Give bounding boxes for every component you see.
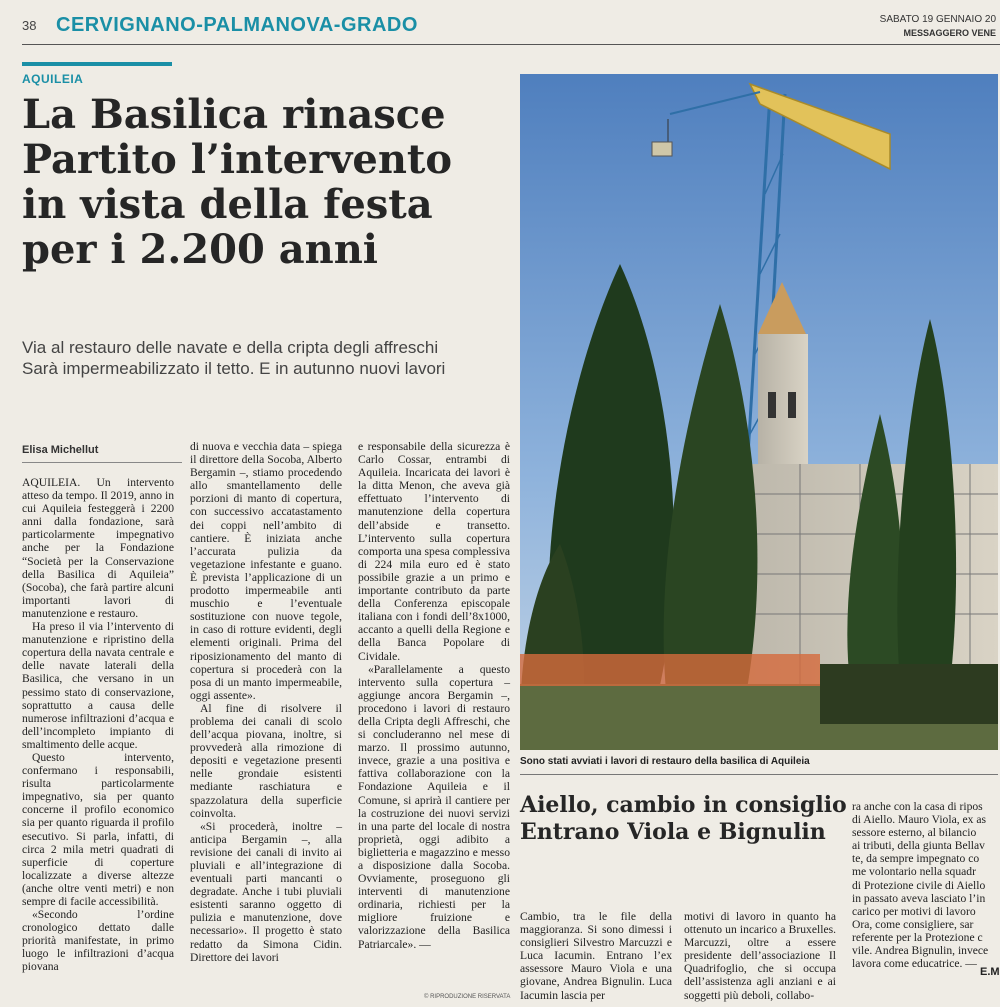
article-headline <box>22 92 512 272</box>
second-article-column-1: Cambio, tra le file della maggioranza. Si sono dimessi i consiglieri Silvestro Marcuzzi e Luca Iacumin. Entrano l’ex assessore Mauro Viola e una giovane, Andrea Bignulin. Luca Iacumin lascia per <box>520 910 672 1002</box>
paragraph: e responsabile della sicurezza è Carlo Cossar, entrambi di Aquileia. Incaricata dei lavori è la ditta Menon, che aveva già effettuato l’intervento di manutenzione della copertura dell’abside e transetto. L’intervento sulla copertura comporta una spesa complessiva di 224 mila euro ed è stato possibile grazie a un primo e importante contributo da parte della Conferenza episcopale italiana con i fondi dell’8x1000, accanto a quelli della Regione e della Banca Popolare di Cividale. <box>358 440 510 663</box>
headline-line: Entrano Viola e Bignulin <box>520 819 826 845</box>
text-line: vile. Andrea Bignulin, invece <box>852 944 989 958</box>
paragraph: «Secondo l’ordine cronologico dettato dalle priorità manifestate, in primo luogo le infiltrazioni d’acqua piovana <box>22 908 174 974</box>
article-column-3 <box>358 440 510 951</box>
headline-line: La Basilica rinasce <box>22 91 446 138</box>
basilica-photo <box>520 74 998 750</box>
text-line: ra anche con la casa di ripos <box>852 800 983 813</box>
photo-caption: Sono stati avviati i lavori di restauro della basilica di Aquileia <box>520 756 810 767</box>
kicker-accent-bar <box>22 62 172 66</box>
caption-rule <box>520 774 998 775</box>
text-line: referente per la Protezione c <box>852 930 983 944</box>
text-line: in passato aveva lasciato l’in <box>852 891 986 905</box>
byline-rule <box>22 462 182 463</box>
page-number: 38 <box>22 18 37 33</box>
headline-line: Partito l’intervento <box>22 136 453 183</box>
article-kicker: AQUILEIA <box>22 72 84 86</box>
headline-line: per i 2.200 anni <box>22 226 378 273</box>
text-line: lavora come educatrice. — <box>852 957 977 971</box>
paragraph: AQUILEIA. Un intervento atteso da tempo. Il 2019, anno in cui Aquileia festeggerà i 2200 anni dalla fondazione, sarà particolarmente impegnativo anche per la Fondazione “Società per la Conservazione della Basilica di Aquileia” (Socoba), che farà partire alcuni importanti lavori di manutenzione e restauro. <box>22 476 174 620</box>
subhead-line: Via al restauro delle navate e della cripta degli affreschi <box>22 338 439 357</box>
paragraph: Questo intervento, confermano i responsabili, risulta particolarmente impegnativo, sia per quanto concerne il profilo economico sia per quanto riguarda il profilo esecutivo. Si parla, infatti, di circa 2 mila metri quadrati di superficie di coperture localizzate a diverse altezze (anche oltre venti metri) e non sempre di facile accessibilità. <box>22 750 174 908</box>
second-article-column-2: motivi di lavoro in quanto ha ottenuto un incarico a Bruxelles. Marcuzzi, oltre a essere presidente dell’associazione Il Quadrifoglio, che si occupa dell’assistenza agli anziani e ai soggetti più deboli, collabo- <box>684 910 836 1002</box>
paragraph: «Si procederà, inoltre – anticipa Bergamin –, alla revisione dei canali di invito ai pluviali e all’integrazione di eventuali parti mancanti o degradate. Anche i tubi pluviali esistenti saranno oggetto di pulizia e manutenzione, dove necessario». Il progetto è stato redatto da Simona Cidin. Direttore dei lavori <box>190 819 342 964</box>
paragraph: Al fine di risolvere il problema dei canali di scolo dell’acqua piovana, inoltre, si provvederà alla rimozione di depositi e vegetazione presenti nelle grondaie esistenti mediante raschiatura e spazzolatura della superficie coinvolta. <box>190 701 342 820</box>
article-column-1 <box>22 476 174 974</box>
copyright-credit: © RIPRODUZIONE RISERVATA <box>424 994 511 1000</box>
article-subhead <box>22 337 512 379</box>
second-article-column-3 <box>852 800 1000 970</box>
text-line: ai tributi, della giunta Bellav <box>852 839 985 853</box>
text-line: di Aiello. Mauro Viola, ex as <box>852 813 987 827</box>
text-line: di Protezione civile di Aiello <box>852 878 986 892</box>
subhead-line: Sarà impermeabilizzato il tetto. E in autunno nuovi lavori <box>22 359 446 378</box>
publication-name: MESSAGGERO VENE <box>903 28 996 38</box>
text-line: me volontario nella squadr <box>852 865 976 879</box>
second-article-headline <box>520 792 850 846</box>
section-title: CERVIGNANO-PALMANOVA-GRADO <box>56 14 418 36</box>
headline-line: Aiello, cambio in consiglio <box>520 792 847 818</box>
text-line: te, da sempre impegnato co <box>852 852 980 866</box>
issue-date: SABATO 19 GENNAIO 20 <box>879 14 996 25</box>
text-line: carico per motivi di lavoro <box>852 904 976 918</box>
paragraph: «Parallelamente a questo intervento sulla copertura – aggiunge ancora Bergamin –, procedono i lavori di restauro della Cripta degli Affreschi, che si concluderanno nel mese di marzo. Il prossimo autunno, invece, grazie a una positiva e fattiva collaborazione con la Fondazione Aquileia e il Comune, si aprirà il cantiere per la costruzione dei nuovi servizi in una parte del locale di nostra proprietà, oggi adibito a biglietteria e magazzino e messo a disposizione dalla Socoba. Ovviamente, proseguono gli interventi di manutenzione ordinaria, richiesti per la migliore fruizione e valorizzazione della Basilica Patriarcale». — <box>358 662 510 951</box>
paragraph: di nuova e vecchia data – spiega il direttore della Socoba, Alberto Bergamin –, stiamo procedendo allo smantellamento delle porzioni di manto di copertura, con successivo accatastamento dei coppi nell’ambito di cantiere. È iniziata anche l’accurata pulizia da vegetazione infestante e guano. È prevista l’applicazione di un prodotto impermeabile anti muschio e l’eventuale sostituzione con nuove tegole, in caso di rotture evidenti, degli elementi originali. Prima del riposizionamento del manto di copertura si procederà con la posa di un manto impermeabile, oggi assente». <box>190 440 342 702</box>
headline-line: in vista della festa <box>22 181 433 228</box>
basilica-illustration <box>520 74 998 750</box>
article-column-2 <box>190 440 342 964</box>
author-signature: E.M <box>980 966 1000 978</box>
text-line: Ora, come consigliere, sar <box>852 917 974 931</box>
paragraph: Ha preso il via l’intervento di manutenzione e ripristino della copertura della navata centrale e delle navate laterali della Basilica, che versano in un pessimo stato di conservazione, soprattutto a causa delle numerose infiltrazioni d’acqua e dell’incompleto impianto di smaltimento delle acque. <box>22 620 174 751</box>
header-rule <box>22 44 1000 45</box>
article-byline: Elisa Michellut <box>22 444 99 456</box>
text-line: sessore esterno, al bilancio <box>852 826 977 840</box>
